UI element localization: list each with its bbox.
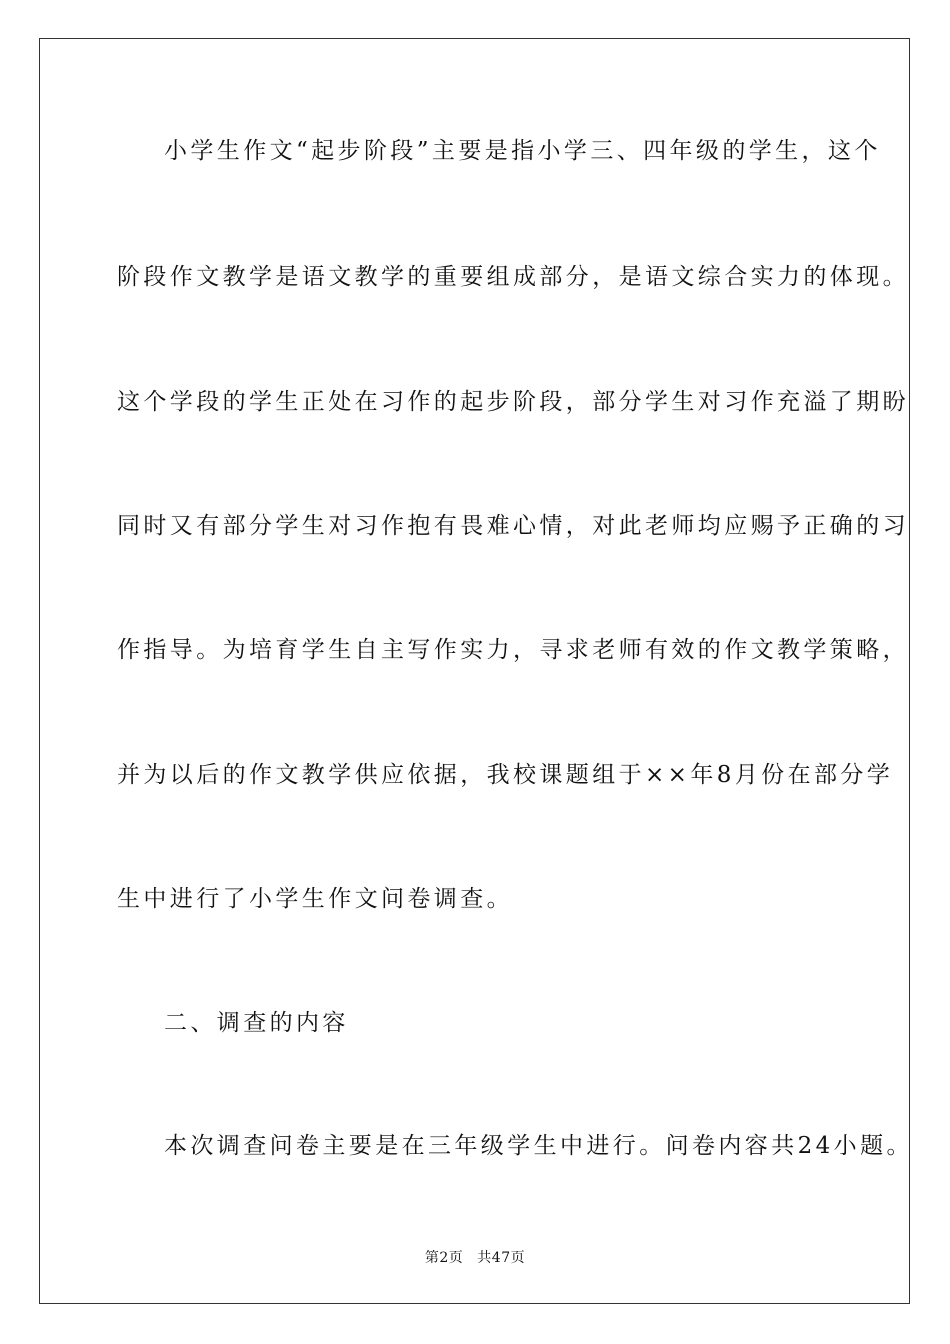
paragraph-line: 生中进行了小学生作文问卷调查。 <box>117 886 513 912</box>
paragraph-line: 阶段作文教学是语文教学的重要组成部分，是语文综合实力的体现。 <box>117 264 909 290</box>
page-total: 共47页 <box>477 1250 526 1266</box>
page-border <box>39 38 910 1304</box>
paragraph-line: 并为以后的作文教学供应依据，我校课题组于××年8月份在部分学 <box>117 762 894 788</box>
section-heading: 二、调查的内容 <box>164 1010 349 1036</box>
paragraph-line: 这个学段的学生正处在习作的起步阶段，部分学生对习作充溢了期盼 <box>117 389 909 415</box>
paragraph-line: 小学生作文“起步阶段”主要是指小学三、四年级的学生，这个 <box>164 138 881 164</box>
paragraph-line: 作指导。为培育学生自主写作实力，寻求老师有效的作文教学策略， <box>117 637 909 663</box>
page-footer <box>0 1247 950 1267</box>
paragraph-line: 同时又有部分学生对习作抱有畏难心情，对此老师均应赐予正确的习 <box>117 513 909 539</box>
page-number: 第2页 <box>424 1250 464 1266</box>
paragraph-line: 本次调查问卷主要是在三年级学生中进行。问卷内容共24小题。 <box>164 1133 913 1159</box>
